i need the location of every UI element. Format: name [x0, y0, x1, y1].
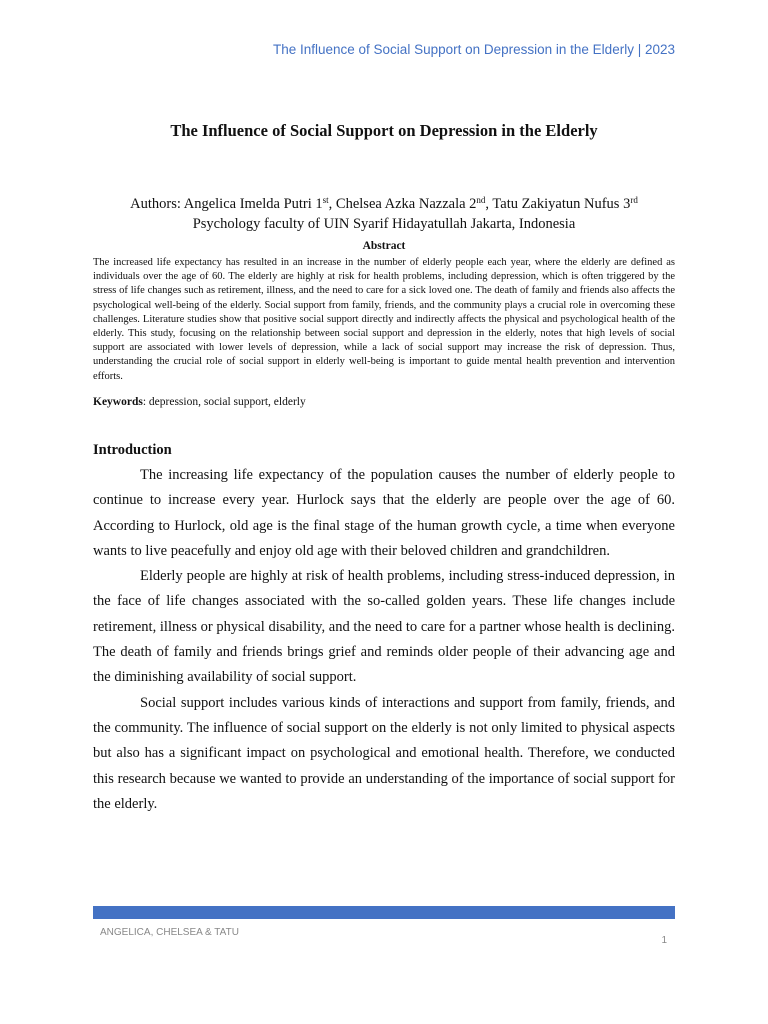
running-header: The Influence of Social Support on Depression in the Elderly | 2023 — [272, 42, 675, 57]
keywords-list: : depression, social support, elderly — [142, 396, 306, 408]
author-1: Angelica Imelda Putri 1 — [183, 196, 323, 212]
introduction-heading: Introduction — [93, 442, 172, 458]
introduction-paragraph: Social support includes various kinds of interactions and support from family, friends, and the community. The influence of social support on the elderly is not only limited to physical aspects but also has a significant impact on psychological and emotional health. Therefore, we conducted this research because we wanted to provide an understanding of the importance of social support for the elderly. — [93, 694, 675, 812]
keywords-label: Keywords — [93, 396, 143, 408]
author-1-ordinal: st — [322, 195, 329, 205]
author-3: , Tatu Zakiyatun Nufus 3 — [485, 196, 631, 212]
author-3-ordinal: rd — [630, 195, 638, 205]
affiliation: Psychology faculty of UIN Syarif Hidayatullah Jakarta, Indonesia — [192, 216, 576, 232]
page-number: 1 — [661, 935, 667, 946]
author-block — [0, 190, 768, 234]
introduction-body — [93, 463, 675, 817]
footer-bar — [93, 906, 675, 919]
keywords-line — [93, 396, 675, 408]
authors-prefix: Authors: — [130, 196, 184, 212]
abstract-heading: Abstract — [362, 240, 406, 252]
author-2: , Chelsea Azka Nazzala 2 — [328, 196, 477, 212]
author-line — [0, 190, 768, 214]
introduction-paragraph: Elderly people are highly at risk of health problems, including stress-induced depression, in the face of life changes associated with the so-called golden years. These life changes include retirement, illness or physical disability, and the need to care for a partner whose health is declining. The death of family and friends brings grief and reminds older people of their advancing age and the diminishing availability of social support. — [93, 568, 675, 686]
introduction-paragraph: The increasing life expectancy of the population causes the number of elderly people to continue to increase every year. Hurlock says that the elderly are people over the age of 60. According to Hurlock, old age is the final stage of the human growth cycle, a time when everyone wants to live peacefully and enjoy old age with their beloved children and grandchildren. — [93, 467, 675, 559]
paper-title: The Influence of Social Support on Depression in the Elderly — [170, 121, 598, 140]
abstract-body: The increased life expectancy has resulted in an increase in the number of elderly people each year, where the elderly are defined as individuals over the age of 60. The elderly are highly at risk for health problems, including depression, which is often triggered by the stress of life changes such as retirement, illness, and the need to care for a sick loved one. The death of family and friends also affects the psychological well-being of the elderly. Social support from family, friends, and the community plays a crucial role in overcoming these challenges. Literature studies show that positive social support directly and indirectly affects the physical and psychological health of the elderly. This study, focusing on the relationship between social support and depression in the elderly, notes that high levels of social support are associated with lower levels of depression, while a lack of social support may increase the risk of depression. Thus, understanding the crucial role of social support in elderly well-being is important to guide mental health prevention and intervention efforts. — [93, 257, 675, 382]
footer-authors: ANGELICA, CHELSEA & TATU — [100, 927, 239, 938]
author-2-ordinal: nd — [476, 195, 486, 205]
